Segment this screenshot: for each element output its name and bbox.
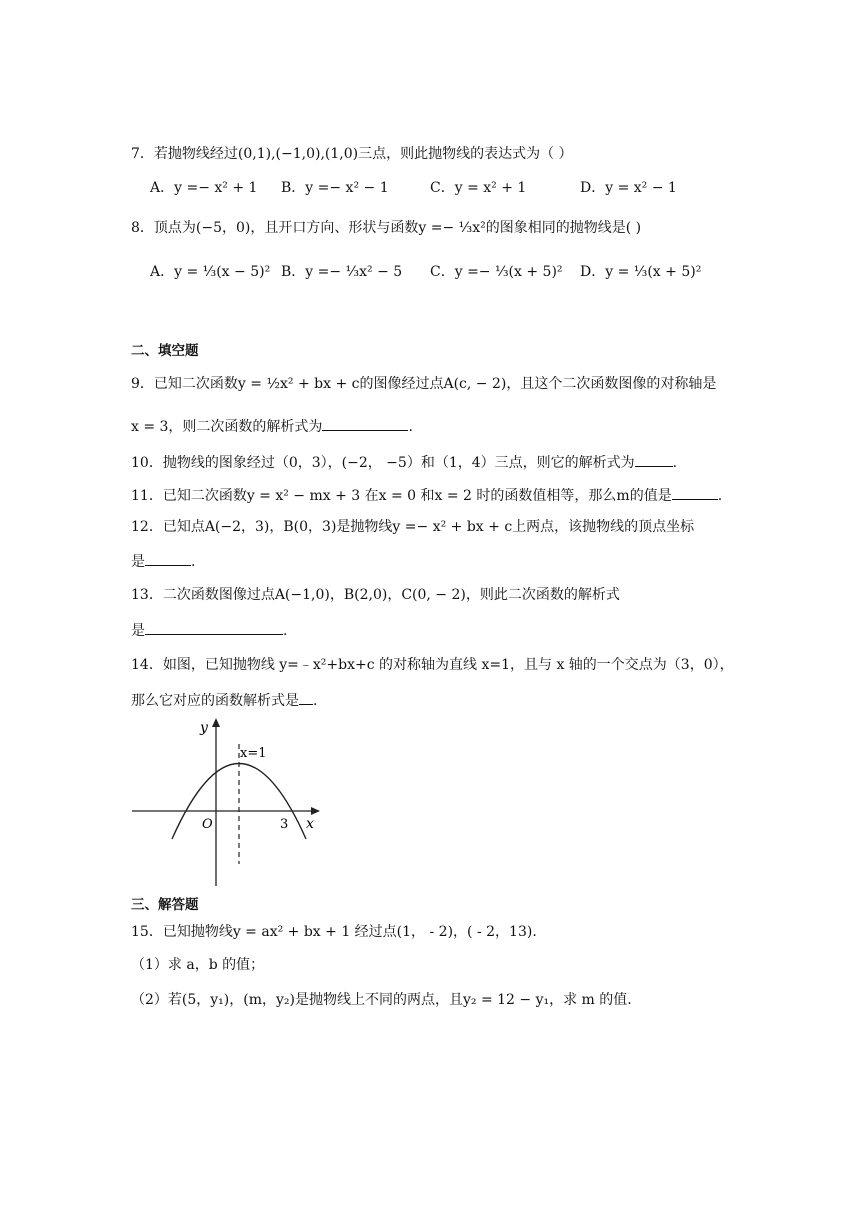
question-7-option-a: A．y =− x² + 1 bbox=[150, 180, 258, 196]
question-7-option-d: D．y = x² − 1 bbox=[580, 180, 677, 196]
section-heading-fill-in: 二、填空题 bbox=[131, 343, 199, 359]
question-8-option-b: B．y =− ⅓x² − 5 bbox=[281, 264, 403, 280]
question-14-line-1: 14．如图，已知抛物线 y=﹣x²+bx+c 的对称轴为直线 x=1，且与 x 轴的一个交点为（3，0）， bbox=[131, 657, 734, 673]
x-axis-label: x bbox=[306, 816, 314, 832]
question-7-option-c: C．y = x² + 1 bbox=[430, 180, 527, 196]
question-14-end: . bbox=[313, 693, 318, 709]
question-13-line-1: 13．二次函数图像过点A(−1,0)，B(2,0)，C(0, − 2)，则此二次函数的解析式 bbox=[131, 587, 620, 603]
answer-blank[interactable] bbox=[322, 415, 408, 431]
question-15-stem: 15．已知抛物线y = ax² + bx + 1 经过点(1， ‐ 2)，( ‐ 2，13). bbox=[131, 924, 537, 940]
y-axis-label: y bbox=[200, 720, 208, 736]
y-axis-arrow bbox=[212, 718, 220, 727]
symmetry-axis-label: x=1 bbox=[240, 746, 267, 761]
origin-label: O bbox=[202, 817, 213, 832]
question-8-option-c: C．y =− ⅓(x + 5)² bbox=[430, 264, 563, 280]
question-13-end: . bbox=[283, 623, 288, 639]
answer-blank[interactable] bbox=[299, 689, 313, 705]
question-15-part-1: （1）求 a，b 的值； bbox=[131, 957, 265, 973]
x-axis-arrow bbox=[311, 807, 320, 815]
answer-blank[interactable] bbox=[145, 550, 191, 566]
question-12-line-1: 12．已知点A(−2，3)，B(0，3)是抛物线y =− x² + bx + c上两点，该抛物线的顶点坐标 bbox=[131, 519, 695, 535]
question-12-line-2 bbox=[131, 550, 195, 572]
question-8-option-d: D．y = ⅓(x + 5)² bbox=[580, 264, 702, 280]
question-9-line-2 bbox=[131, 415, 413, 437]
question-14-text: 那么它对应的函数解析式是 bbox=[131, 693, 299, 709]
answer-blank[interactable] bbox=[145, 619, 283, 635]
question-9-end: . bbox=[408, 419, 413, 435]
section-heading-solutions: 三、解答题 bbox=[131, 897, 199, 913]
question-8-stem: 8．顶点为(−5，0)，且开口方向、形状与函数y =− ⅓x²的图象相同的抛物线是( ) bbox=[131, 220, 642, 236]
question-11 bbox=[131, 484, 722, 506]
question-10-end: . bbox=[672, 455, 678, 471]
answer-blank[interactable] bbox=[635, 451, 673, 467]
question-13-line-2 bbox=[131, 619, 287, 641]
question-7-stem: 7．若抛物线经过(0,1),(−1,0),(1,0)三点，则此抛物线的表达式为（ ） bbox=[131, 146, 573, 162]
question-10 bbox=[131, 451, 677, 473]
question-14-line-2 bbox=[131, 689, 317, 711]
question-12-text: 是 bbox=[131, 554, 145, 570]
question-11-end: . bbox=[717, 488, 723, 504]
answer-blank[interactable] bbox=[672, 484, 718, 500]
parabola-figure bbox=[128, 712, 328, 892]
question-7-option-b: B．y =− x² − 1 bbox=[281, 180, 389, 196]
question-12-end: . bbox=[191, 554, 196, 570]
question-8-option-a: A．y = ⅓(x − 5)² bbox=[150, 264, 271, 280]
question-10-text: 10．抛物线的图象经过（0，3），(−2， −5）和（1，4）三点，则它的解析式为 bbox=[131, 455, 635, 471]
question-9-line-1: 9．已知二次函数y = ½x² + bx + c的图像经过点A(c, − 2)，且这个二次函数图像的对称轴是 bbox=[131, 376, 717, 392]
question-13-text: 是 bbox=[131, 623, 145, 639]
question-11-text: 11．已知二次函数y = x² − mx + 3 在x = 0 和x = 2 时的函数值相等，那么m的值是 bbox=[131, 488, 672, 504]
x-intercept-label: 3 bbox=[280, 817, 289, 832]
question-9-text: x = 3，则二次函数的解析式为 bbox=[131, 419, 323, 435]
question-15-part-2: （2）若(5，y₁)，(m，y₂)是抛物线上不同的两点，且y₂ = 12 − y₁，求 m 的值. bbox=[131, 992, 632, 1008]
